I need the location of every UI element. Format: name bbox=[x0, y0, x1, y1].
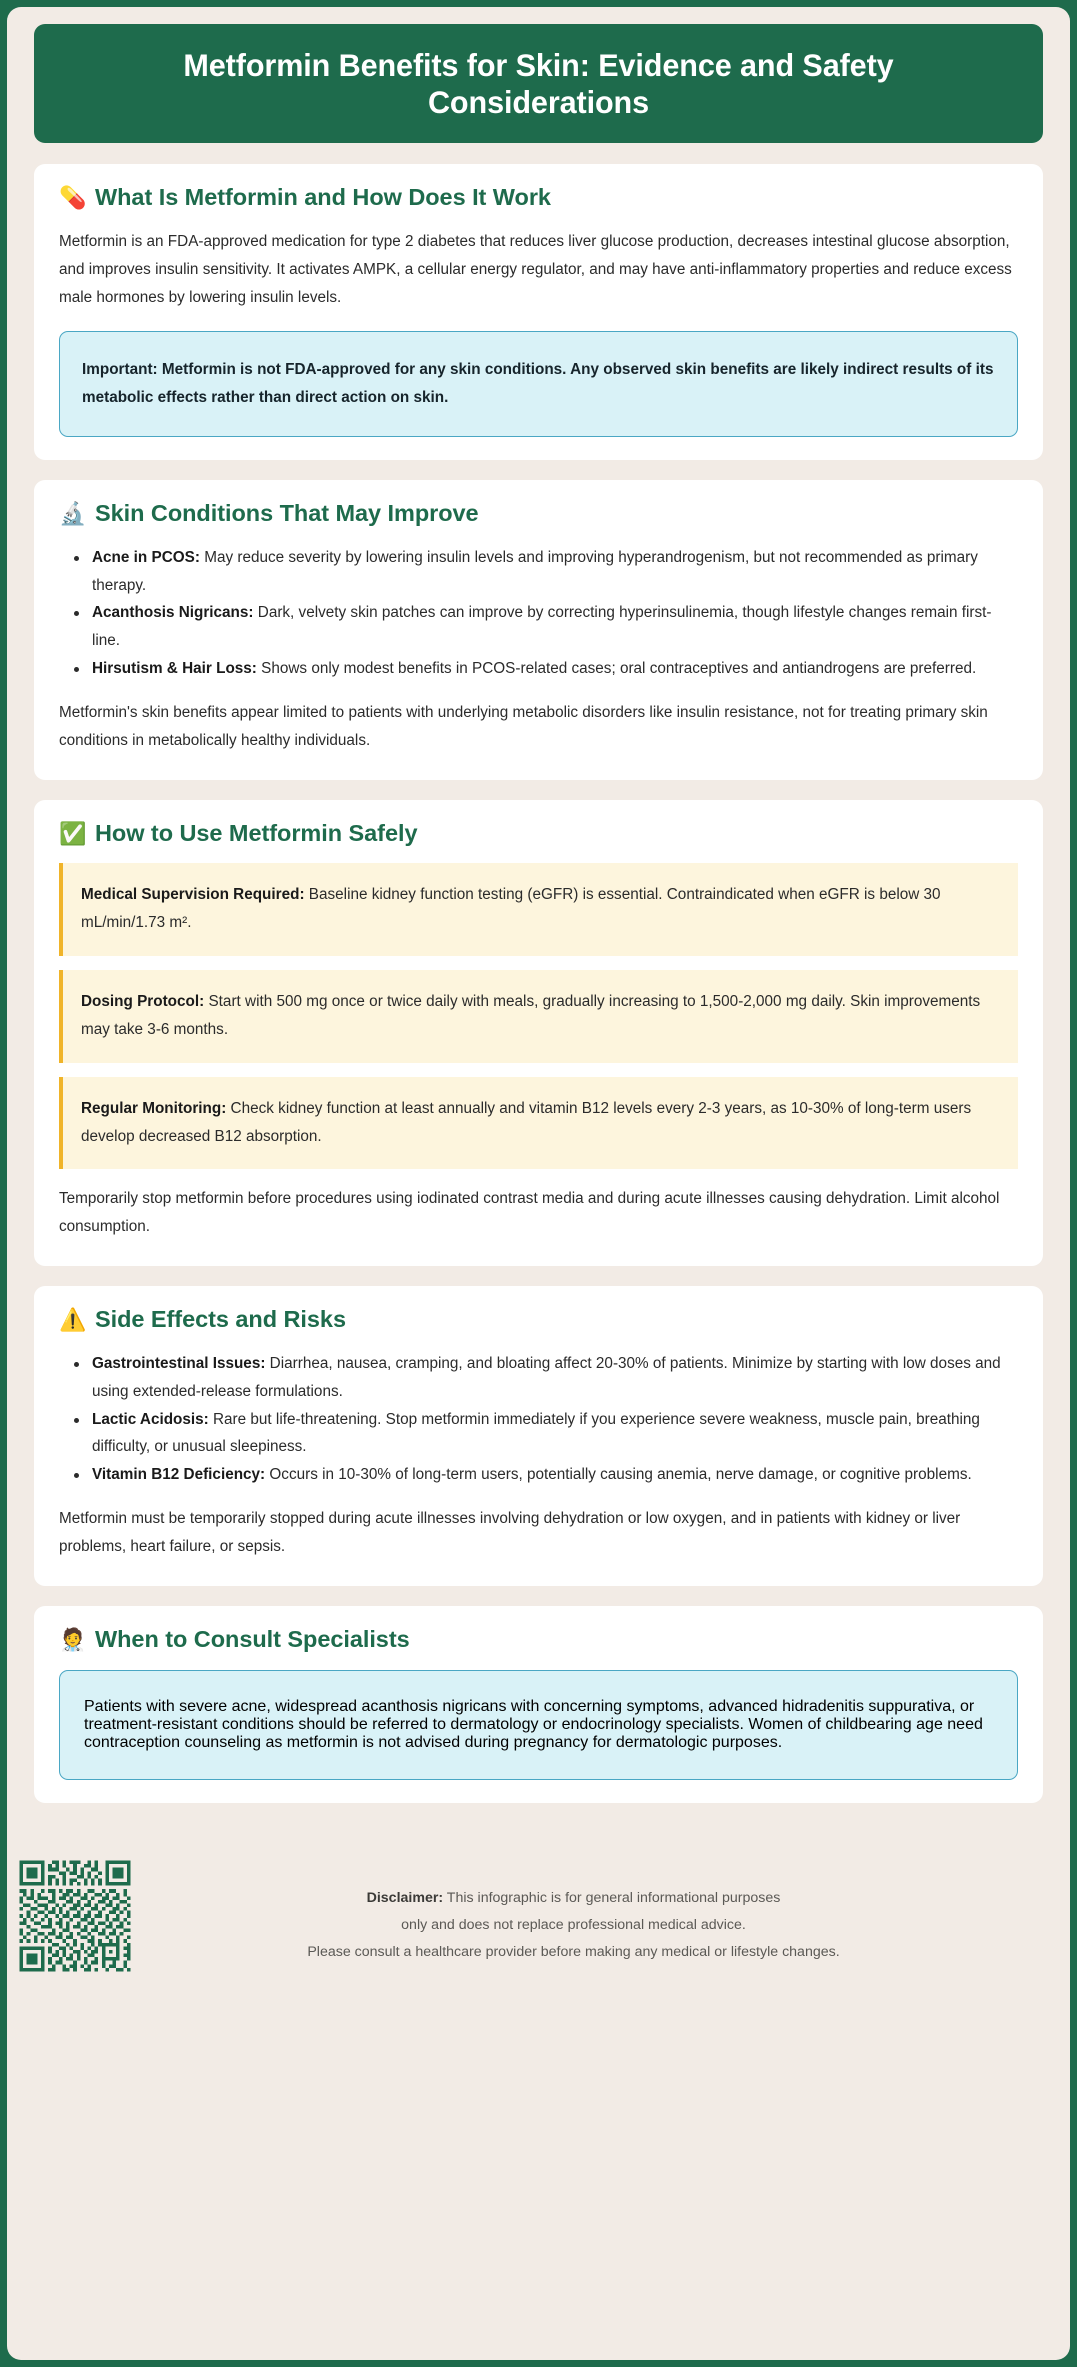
specialist-callout-box bbox=[59, 1670, 1018, 1780]
bullet-list bbox=[63, 1350, 1018, 1489]
section-title: When to Consult Specialists bbox=[95, 1625, 410, 1652]
protocol-box bbox=[59, 863, 1018, 956]
warning-triangle-icon: ⚠️ bbox=[59, 1307, 87, 1333]
list-item-text: Diarrhea, nausea, cramping, and bloating affect 20-30% of patients. Minimize by starting with low doses and using extended-release formulations. bbox=[92, 1354, 1001, 1400]
important-callout-text: Important: Metformin is not FDA-approved for any skin conditions. Any observed skin benefits are likely indirect results of its metabolic effects rather than direct action on skin. bbox=[82, 361, 994, 407]
protocol-lead: Regular Monitoring: bbox=[81, 1099, 227, 1117]
section-header bbox=[59, 1307, 1018, 1333]
list-item-text: Occurs in 10-30% of long-term users, potentially causing anemia, nerve damage, or cognitive problems. bbox=[265, 1466, 972, 1484]
qr-code-icon bbox=[16, 1857, 134, 1975]
list-item bbox=[63, 1406, 1018, 1462]
section-closing-paragraph: Temporarily stop metformin before procedures using iodinated contrast media and during acute illnesses causing dehydration. Limit alcohol consumption. bbox=[59, 1190, 1000, 1236]
list-item-lead: Hirsutism & Hair Loss: bbox=[92, 660, 257, 678]
protocol-body: Baseline kidney function testing (eGFR) is essential. Contraindicated when eGFR is below 30 mL/min/1.73 m². bbox=[81, 886, 941, 932]
protocol-lead: Dosing Protocol: bbox=[81, 993, 205, 1011]
list-item bbox=[63, 544, 1018, 600]
disclaimer-lead: Disclaimer: bbox=[366, 1889, 444, 1906]
microscope-icon: 🔬 bbox=[59, 500, 87, 526]
pill-icon: 💊 bbox=[59, 184, 87, 210]
footer bbox=[34, 1823, 1043, 1991]
list-item bbox=[63, 1461, 1018, 1489]
section-title: What Is Metformin and How Does It Work bbox=[95, 184, 551, 210]
section-card-side-effects bbox=[34, 1286, 1043, 1586]
protocol-body: Start with 500 mg once or twice daily with meals, gradually increasing to 1,500-2,000 mg daily. Skin improvements may take 3-6 months. bbox=[81, 993, 981, 1038]
section-title: How to Use Metformin Safely bbox=[95, 819, 418, 846]
section-title: Side Effects and Risks bbox=[95, 1306, 346, 1333]
page-title: Metformin Benefits for Skin: Evidence and Safety Considerations bbox=[183, 47, 894, 120]
doctor-icon: 🧑‍⚕️ bbox=[59, 1626, 87, 1652]
protocol-box bbox=[59, 970, 1018, 1063]
section-closing-paragraph: Metformin's skin benefits appear limited to patients with underlying metabolic disorders like insulin resistance, not for treating primary skin conditions in metabolically healthy individuals. bbox=[59, 703, 988, 749]
section-paragraph: Metformin is an FDA-approved medication for type 2 diabetes that reduces liver glucose production, decreases intestinal glucose absorption, and improves insulin sensitivity. It activates AMPK, a cellular energy regulator, and may have anti-inflammatory properties and reduce excess male hormones by lowering insulin levels. bbox=[59, 232, 1012, 306]
section-header bbox=[59, 501, 1018, 527]
protocol-text bbox=[81, 988, 998, 1044]
list-item-text: Shows only modest benefits in PCOS-related cases; oral contraceptives and antiandrogens are preferred. bbox=[256, 660, 977, 678]
list-item bbox=[63, 1350, 1018, 1406]
disclaimer-line-3: Please consult a healthcare provider before making any medical or lifestyle changes. bbox=[307, 1944, 840, 1961]
disclaimer-text bbox=[34, 1845, 1043, 1967]
protocol-body: Check kidney function at least annually and vitamin B12 levels every 2-3 years, as 10-30% of long-term users develop decreased B12 absorption. bbox=[81, 1099, 972, 1145]
section-header bbox=[59, 1627, 1018, 1653]
disclaimer-line-1-text: This infographic is for general informational purposes bbox=[443, 1889, 781, 1906]
list-item-lead: Gastrointestinal Issues: bbox=[92, 1354, 266, 1372]
page-content bbox=[7, 7, 1070, 2360]
list-item bbox=[63, 599, 1018, 655]
section-card-skin-conditions bbox=[34, 480, 1043, 780]
check-mark-icon: ✅ bbox=[59, 820, 87, 846]
protocol-lead: Medical Supervision Required: bbox=[81, 886, 305, 904]
list-item-lead: Acanthosis Nigricans: bbox=[92, 604, 254, 622]
disclaimer-line-2: only and does not replace professional medical advice. bbox=[401, 1916, 746, 1933]
list-item bbox=[63, 655, 1018, 683]
disclaimer-line-1 bbox=[144, 1885, 1003, 1912]
protocol-text bbox=[81, 1095, 998, 1151]
section-card-what-is-metformin bbox=[34, 164, 1043, 460]
list-item-lead: Vitamin B12 Deficiency: bbox=[92, 1466, 266, 1484]
section-card-safe-use bbox=[34, 800, 1043, 1266]
header-banner bbox=[34, 24, 1043, 143]
specialist-callout-text: Patients with severe acne, widespread acanthosis nigricans with concerning symptoms, advanced hidradenitis suppurativa, or treatment-resistant conditions should be referred to dermatology or endocrinology specialists. Women of childbearing age need contraception counseling as metformin is not advised during pregnancy for dermatologic purposes. bbox=[84, 1697, 983, 1751]
list-item-text: Rare but life-threatening. Stop metformin immediately if you experience severe weakness, muscle pain, breathing difficulty, or unusual sleepiness. bbox=[92, 1410, 980, 1456]
important-callout-box bbox=[59, 331, 1018, 437]
section-closing-paragraph: Metformin must be temporarily stopped during acute illnesses involving dehydration or low oxygen, and in patients with kidney or liver problems, heart failure, or sepsis. bbox=[59, 1510, 961, 1555]
list-item-text: Dark, velvety skin patches can improve by correcting hyperinsulinemia, though lifestyle changes remain first-line. bbox=[92, 604, 992, 650]
list-item-lead: Acne in PCOS: bbox=[92, 548, 200, 566]
section-header bbox=[59, 185, 1018, 211]
protocol-box bbox=[59, 1077, 1018, 1170]
bullet-list bbox=[63, 544, 1018, 683]
section-card-consult-specialists bbox=[34, 1606, 1043, 1803]
section-header bbox=[59, 821, 1018, 847]
list-item-text: May reduce severity by lowering insulin levels and improving hyperandrogenism, but not recommended as primary therapy. bbox=[92, 548, 978, 594]
list-item-lead: Lactic Acidosis: bbox=[92, 1410, 209, 1428]
protocol-text bbox=[81, 881, 998, 937]
section-title: Skin Conditions That May Improve bbox=[95, 499, 479, 526]
